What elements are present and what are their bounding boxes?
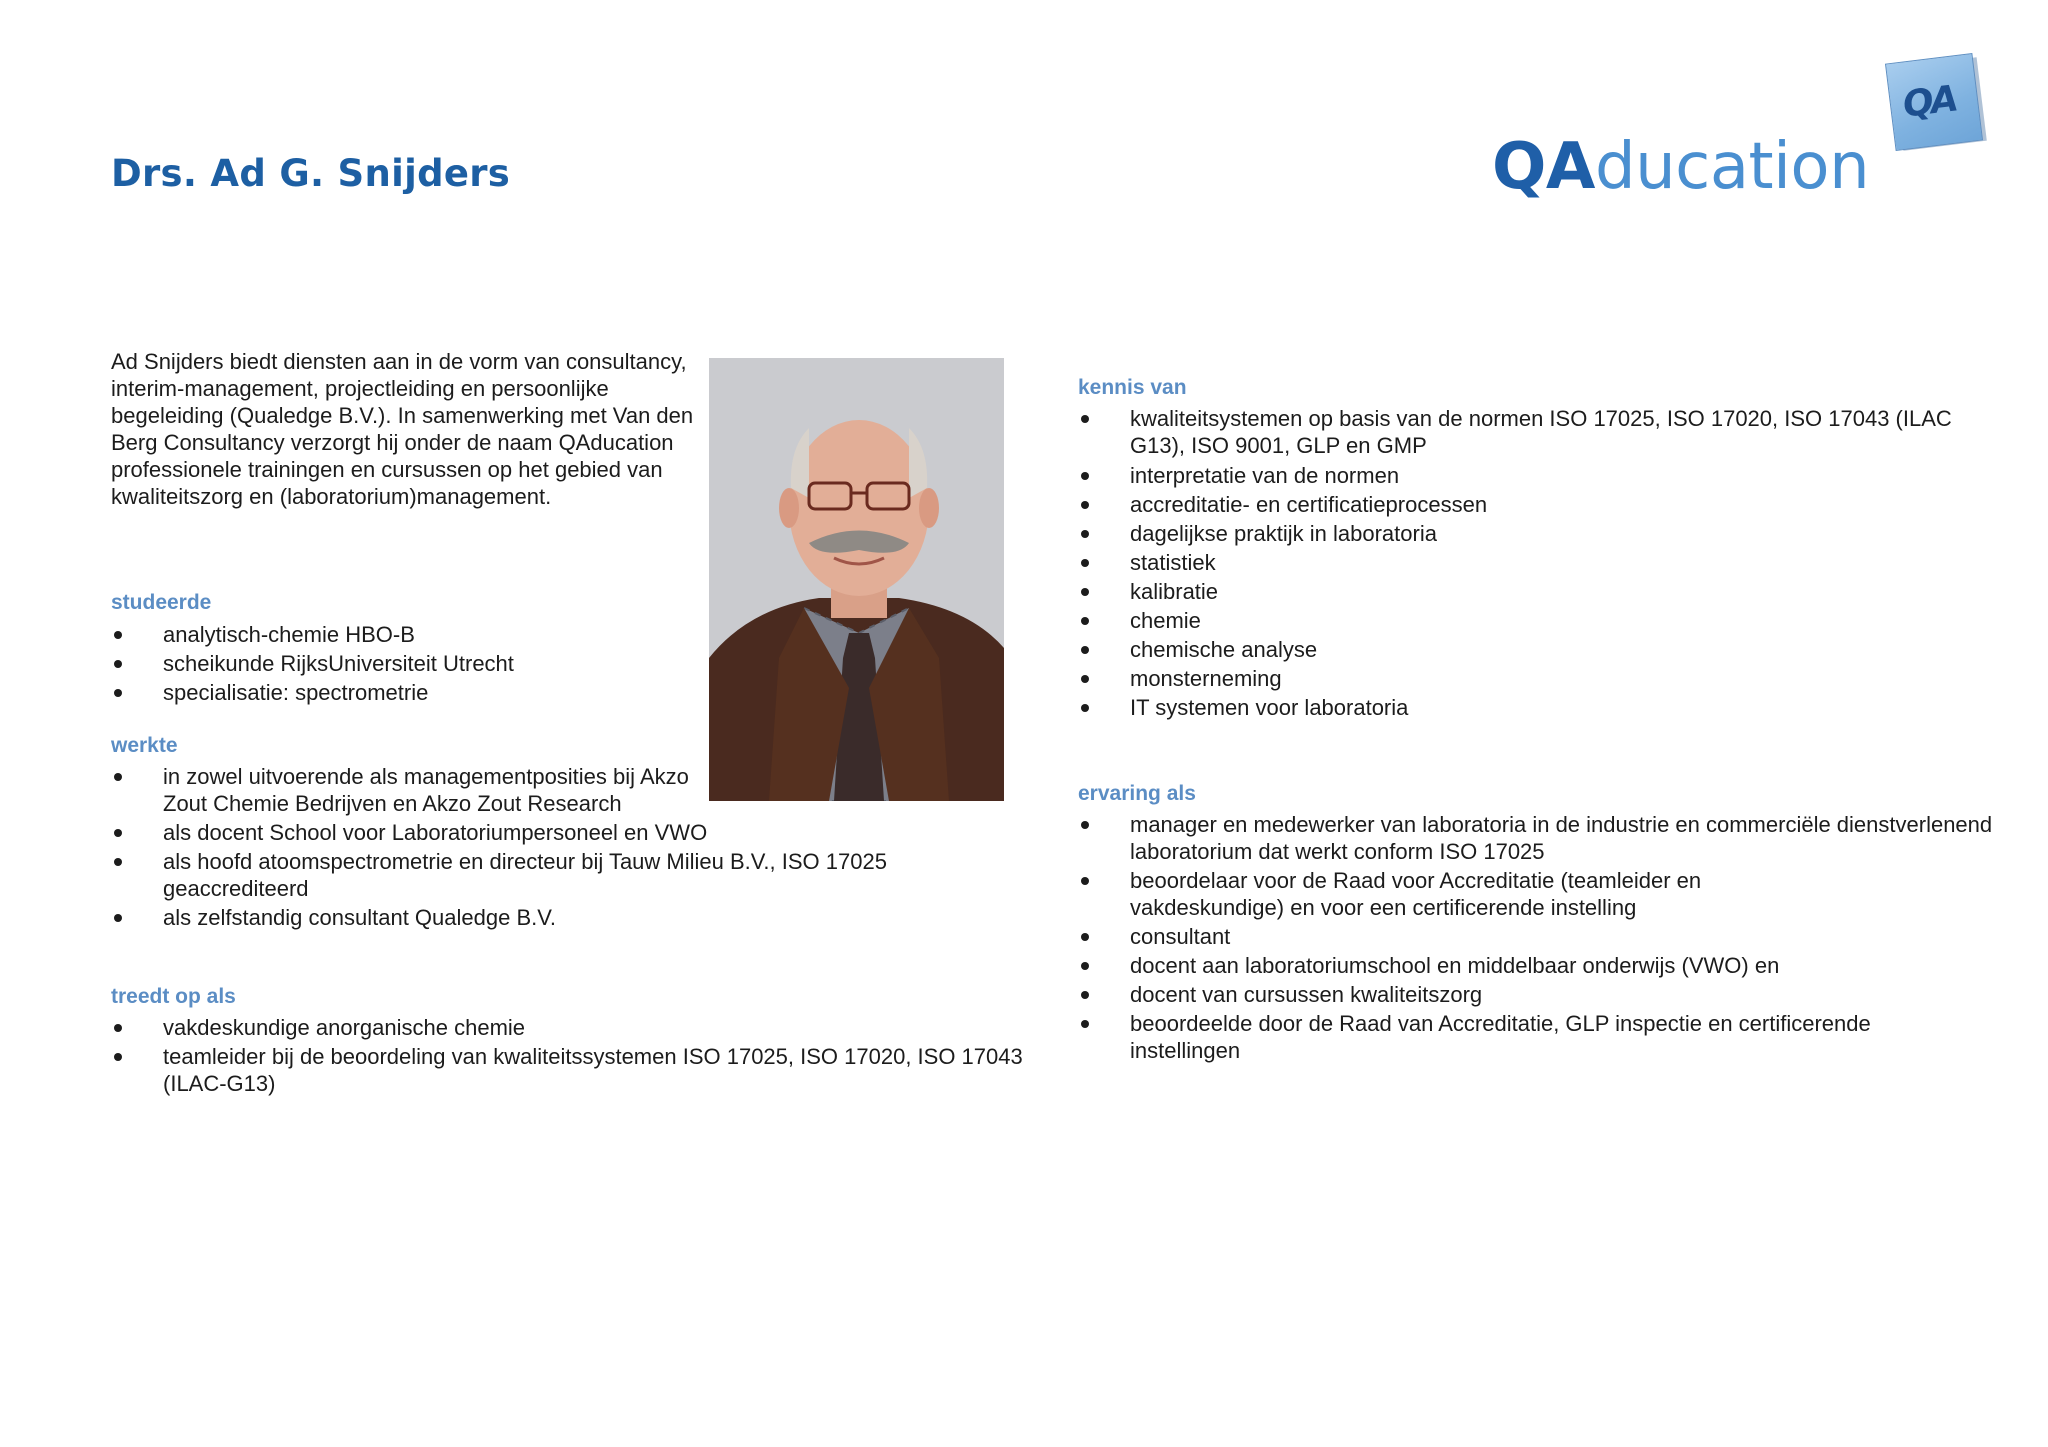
list-item: docent aan laboratoriumschool en middelbaar onderwijs (VWO) en — [1078, 952, 1958, 979]
list-item: interpretatie van de normen — [1078, 461, 1958, 490]
list-item: consultant — [1078, 923, 1958, 950]
portrait-photo — [709, 358, 1004, 801]
list-item: als zelfstandig consultant Qualedge B.V. — [111, 904, 971, 931]
list-item: chemie — [1078, 606, 1958, 635]
section-heading-studeerde: studeerde — [111, 591, 212, 614]
list-item: dagelijkse praktijk in laboratoria — [1078, 519, 1958, 548]
list-item: als docent School voor Laboratoriumpersoneel en VWO — [111, 819, 971, 846]
list-kennis-van — [1078, 405, 1958, 722]
logo-word-rest: ducation — [1594, 130, 1870, 204]
list-item: kalibratie — [1078, 577, 1958, 606]
portrait-illustration — [709, 358, 1004, 801]
list-item: als hoofd atoomspectrometrie en directeur bij Tauw Milieu B.V., ISO 17025 geaccrediteerd — [111, 848, 1013, 902]
list-ervaring-als — [1078, 811, 1993, 1066]
list-item: statistiek — [1078, 548, 1958, 577]
list-item: specialisatie: spectrometrie — [111, 678, 711, 707]
page-title: Drs. Ad G. Snijders — [111, 152, 511, 195]
section-heading-ervaring-als: ervaring als — [1078, 782, 1196, 805]
list-studeerde — [111, 620, 711, 707]
logo-word-bold: QA — [1492, 130, 1595, 204]
section-heading-kennis-van: kennis van — [1078, 376, 1187, 399]
list-item: docent van cursussen kwaliteitszorg — [1078, 981, 1958, 1008]
section-heading-werkte: werkte — [111, 734, 178, 757]
logo-badge-text: QA — [1900, 78, 1958, 126]
logo-wordmark — [1492, 130, 1869, 204]
list-item: in zowel uitvoerende als managementposities bij Akzo Zout Chemie Bedrijven en Akzo Zout Research — [111, 763, 703, 817]
list-item: beoordeelde door de Raad van Accreditatie, GLP inspectie en certificerende instellingen — [1078, 1010, 1890, 1064]
list-item: scheikunde RijksUniversiteit Utrecht — [111, 649, 711, 678]
qaducation-logo — [1492, 52, 2002, 212]
list-item: kwaliteitsystemen op basis van de normen ISO 17025, ISO 17020, ISO 17043 (ILAC G13), ISO 9001, GLP en GMP — [1078, 405, 2000, 459]
list-item: beoordelaar voor de Raad voor Accreditatie (teamleider en vakdeskundige) en voor een certificerende instelling — [1078, 867, 1850, 921]
list-item: vakdeskundige anorganische chemie — [111, 1014, 1011, 1041]
section-heading-treedt-op-als: treedt op als — [111, 985, 236, 1008]
list-item: monsterneming — [1078, 664, 1958, 693]
list-item: teamleider bij de beoordeling van kwaliteitssystemen ISO 17025, ISO 17020, ISO 17043 (ILAC-G13) — [111, 1043, 1023, 1097]
list-item: analytisch-chemie HBO-B — [111, 620, 711, 649]
intro-text: Ad Snijders biedt diensten aan in de vorm van consultancy, interim-management, projectleiding en persoonlijke begeleiding (Qualedge B.V.). In samenwerking met Van den Berg Consultancy verzorgt hij onder de naam QAducation professionele trainingen en cursussen op het gebied van kwaliteitszorg en (laboratorium)management. — [111, 349, 694, 509]
list-item: IT systemen voor laboratoria — [1078, 693, 1958, 722]
list-item: manager en medewerker van laboratoria in de industrie en commerciële dienstverlenend laboratorium dat werkt conform ISO 17025 — [1078, 811, 2000, 865]
list-item: chemische analyse — [1078, 635, 1958, 664]
logo-badge — [1885, 53, 1983, 151]
list-werkte — [111, 763, 971, 933]
list-item: accreditatie- en certificatieprocessen — [1078, 490, 1958, 519]
list-treedt-op-als — [111, 1014, 1023, 1099]
